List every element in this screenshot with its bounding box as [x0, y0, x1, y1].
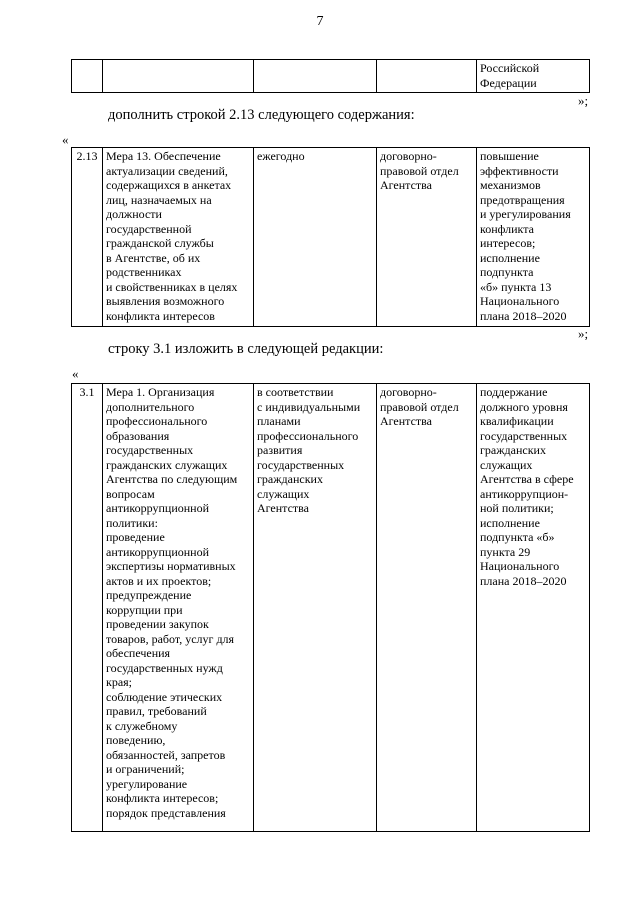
table-row-2-13 [71, 147, 590, 327]
cell-measure: Мера 1. Организация дополнительного профессионального образования государственных гражданских служащих Агентства по следующим вопросам антикоррупционной политики: проведение антикоррупционной экспертизы нормативных актов и их проектов; предупреждение коррупции при проведении закупок товаров, работ, услуг для обеспечения государственных нужд края; соблюдение этических правил, требований к служебному поведению, обязанностей, запретов и ограничений; урегулирование конфликта интересов; порядок представления [103, 384, 254, 832]
table-row [72, 384, 590, 832]
cell-term: в соответствии с индивидуальными планами профессионального развития государственных гражданских служащих Агентства [254, 384, 377, 832]
instruction-paragraph: дополнить строкой 2.13 следующего содержания: [108, 107, 415, 123]
cell-num [72, 60, 103, 93]
cell-executor: договорно- правовой отдел Агентства [377, 148, 477, 327]
cell-result: Российской Федерации [477, 60, 590, 93]
cell-num: 3.1 [72, 384, 103, 832]
table-row [72, 60, 590, 93]
cell-num: 2.13 [72, 148, 103, 327]
table-row [72, 148, 590, 327]
cell-term [254, 60, 377, 93]
cell-executor [377, 60, 477, 93]
closing-quote: »; [578, 93, 589, 108]
opening-quote: « [72, 366, 79, 381]
table-continued-row [71, 59, 590, 93]
cell-measure [103, 60, 254, 93]
cell-term: ежегодно [254, 148, 377, 327]
cell-measure: Мера 13. Обеспечение актуализации сведений, содержащихся в анкетах лиц, назначаемых на должности государственной гражданской службы в Агентстве, об их родственниках и свойственниках в целях выявления возможного конфликта интересов [103, 148, 254, 327]
instruction-paragraph: строку 3.1 изложить в следующей редакции: [108, 341, 384, 357]
opening-quote: « [62, 132, 69, 147]
cell-result: повышение эффективности механизмов предотвращения и урегулирования конфликта интересов; исполнение подпункта «б» пункта 13 Национального плана 2018–2020 [477, 148, 590, 327]
page-number: 7 [316, 14, 324, 29]
cell-result: поддержание должного уровня квалификации государственных гражданских служащих Агентства в сфере антикоррупцион- ной политики; исполнение подпункта «б» пункта 29 Национального плана 2018–2020 [477, 384, 590, 832]
closing-quote: »; [578, 326, 589, 341]
table-row-3-1 [71, 383, 590, 832]
cell-executor: договорно- правовой отдел Агентства [377, 384, 477, 832]
